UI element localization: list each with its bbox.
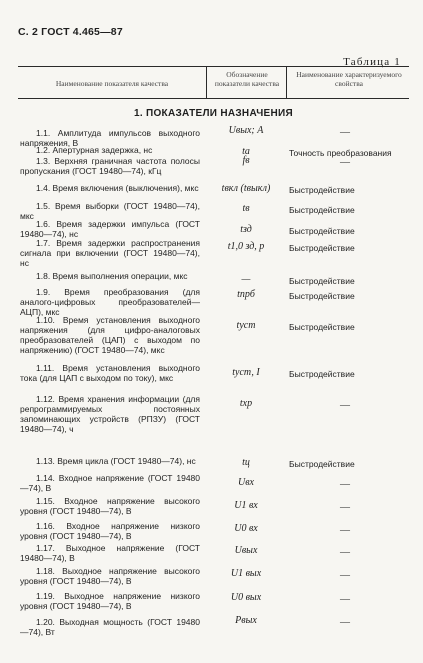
row-designation: Uвх [237, 477, 254, 488]
row-property: Быстродействие [289, 205, 355, 215]
row-property: — [340, 400, 350, 411]
row-property: Быстродействие [289, 459, 355, 469]
row-property: Быстродействие [289, 226, 355, 236]
row-property: — [340, 594, 350, 605]
row-designation: t1,0 зд, р [227, 241, 265, 252]
row-name: 1.2. Апертурная задержка, нс [36, 145, 153, 155]
row-name: 1.12. Время хранения информации (для репрограммируемых постоянных запоминающих устройств (РПЗУ) (ГОСТ 19480—74), ч [20, 394, 200, 434]
row-property: Быстродействие [289, 369, 355, 379]
row-designation: tхр [239, 398, 253, 409]
row-property: — [340, 157, 350, 168]
row-name: 1.11. Время установления выходного тока (для ЦАП с выходом по току), мкс [20, 363, 200, 383]
row-designation: tзд [240, 224, 252, 235]
column-divider [206, 66, 207, 98]
row-name: 1.8. Время выполнения операции, мкс [36, 271, 188, 281]
section-title: 1. ПОКАЗАТЕЛИ НАЗНАЧЕНИЯ [133, 108, 294, 119]
row-property: Быстродействие [289, 243, 355, 253]
column-header-designation: Обозначение показатели качества [214, 70, 280, 88]
row-name: 1.7. Время задержки распространения сигнала при включении (ГОСТ 19480—74), нс [20, 238, 200, 268]
row-property: — [340, 525, 350, 536]
row-designation: U1 вых [230, 568, 262, 579]
row-designation: tуст, I [232, 367, 260, 378]
row-property: Быстродействие [289, 322, 355, 332]
row-designation: U0 вых [230, 592, 262, 603]
row-name: 1.20. Выходная мощность (ГОСТ 19480—74), Вт [20, 617, 200, 637]
table-header-rule [18, 98, 409, 99]
row-name: 1.17. Выходное напряжение (ГОСТ 19480—74), В [20, 543, 200, 563]
row-designation: Uвых [234, 545, 258, 556]
row-designation: tпрб [237, 289, 255, 300]
row-property: — [340, 617, 350, 628]
column-header-name: Наименование показателя качества [55, 79, 169, 88]
row-name: 1.1. Амплитуда импульсов выходного напряжения, В [20, 128, 200, 148]
page-header: С. 2 ГОСТ 4.465—87 [18, 26, 123, 38]
table-caption: Таблица 1 [343, 56, 401, 68]
row-property: — [340, 479, 350, 490]
row-property: — [340, 570, 350, 581]
row-name: 1.16. Входное напряжение низкого уровня (ГОСТ 19480—74), В [20, 521, 200, 541]
row-name: 1.3. Верхняя граничная частота полосы пропускания (ГОСТ 19480—74), кГц [20, 156, 200, 176]
row-property: Быстродействие [289, 276, 355, 286]
row-designation: tвкл (tвыкл) [221, 183, 271, 194]
row-designation: Pвых [235, 615, 257, 626]
row-designation: U1 вх [234, 500, 258, 511]
row-name: 1.10. Время установления выходного напряжения (для цифро-аналоговых преобразователей (ЦАП) с выходом по напряжению) (ГОСТ 19480—74), мкс [20, 315, 200, 355]
row-property: Быстродействие [289, 291, 355, 301]
row-designation: tв [242, 203, 250, 214]
row-name: 1.15. Входное напряжение высокого уровня (ГОСТ 19480—74), В [20, 496, 200, 516]
row-name: 1.6. Время задержки импульса (ГОСТ 19480—74), нс [20, 219, 200, 239]
row-designation: fв [242, 155, 250, 166]
row-designation: Uвых; A [228, 125, 264, 136]
row-name: 1.4. Время включения (выключения), мкс [36, 183, 199, 193]
row-name: 1.18. Выходное напряжение высокого уровня (ГОСТ 19480—74), В [20, 566, 200, 586]
row-designation: — [241, 274, 251, 285]
row-designation: tц [242, 457, 250, 468]
row-property: — [340, 127, 350, 138]
row-property: — [340, 547, 350, 558]
row-designation: tуст [236, 320, 256, 331]
column-divider [286, 66, 287, 98]
row-property: Точность преобразования [289, 148, 392, 158]
row-name: 1.19. Выходное напряжение низкого уровня (ГОСТ 19480—74), В [20, 591, 200, 611]
row-property: Быстродействие [289, 185, 355, 195]
row-name: 1.14. Входное напряжение (ГОСТ 19480—74), В [20, 473, 200, 493]
row-name: 1.5. Время выборки (ГОСТ 19480—74), мкс [20, 201, 200, 221]
table-top-rule [18, 66, 409, 67]
row-designation: U0 вх [234, 523, 258, 534]
row-property: — [340, 502, 350, 513]
row-designation: tа [242, 146, 250, 157]
row-name: 1.9. Время преобразования (для аналого-цифровых преобразователей— АЦП), мкс [20, 287, 200, 317]
column-header-property: Наименование характеризуемого свойства [296, 70, 402, 88]
row-name: 1.13. Время цикла (ГОСТ 19480—74), нс [36, 456, 196, 466]
